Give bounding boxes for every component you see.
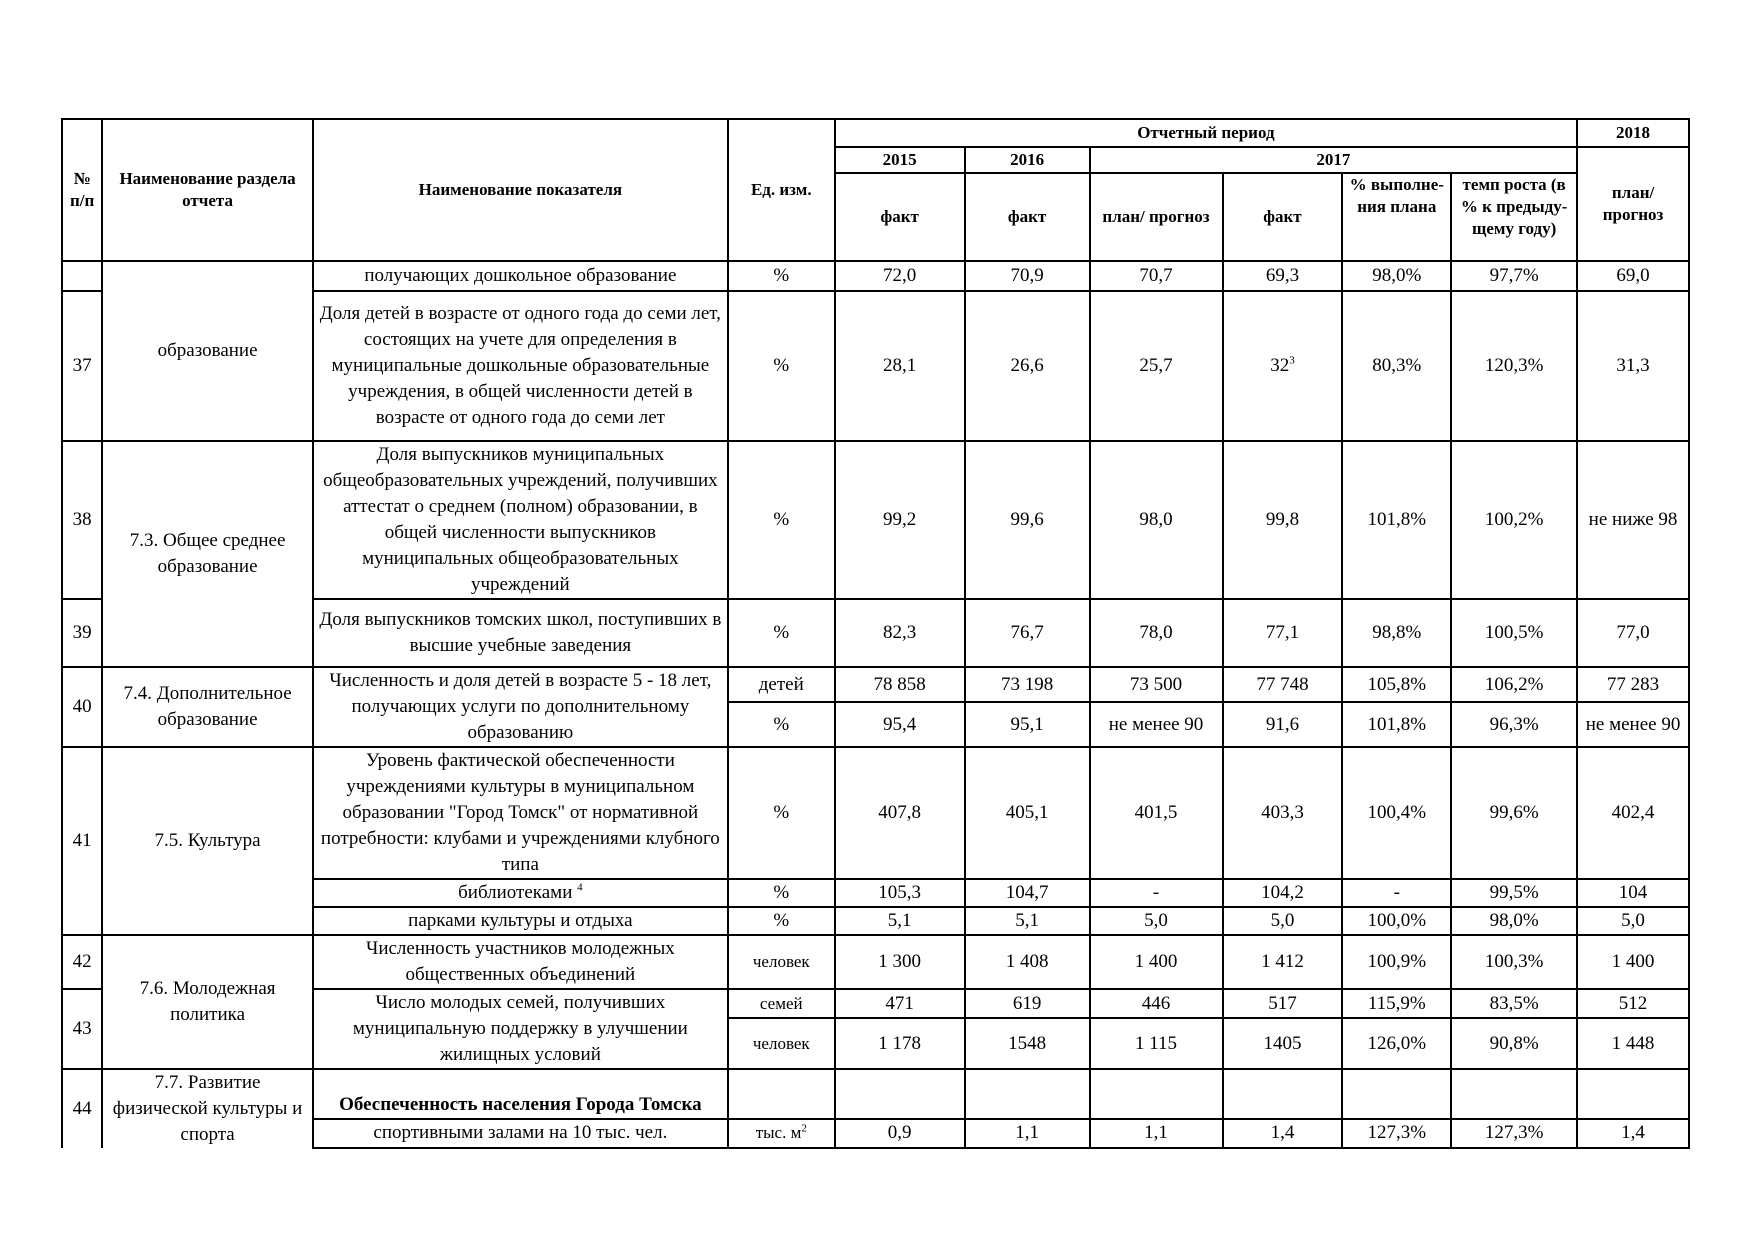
- row-2015: 28,1: [835, 291, 965, 441]
- row-indicator: Доля детей в возрасте от одного года до семи лет, состоящих на учете для определения в муниципальные дошкольные образовательные учреждения, в общей численности детей в возрасте от одного года до семи лет: [313, 291, 728, 441]
- row-growth: 90,8%: [1451, 1018, 1577, 1069]
- row-unit: %: [728, 291, 835, 441]
- header-growth: темп роста (в % к предыду- щему году): [1451, 173, 1577, 261]
- row-pct-plan: 98,8%: [1342, 599, 1451, 667]
- row-2015: 82,3: [835, 599, 965, 667]
- row-fact-2017: 1 412: [1223, 935, 1343, 989]
- row-num: 38: [62, 441, 102, 599]
- row-growth: 100,5%: [1451, 599, 1577, 667]
- table-row: [62, 441, 1689, 599]
- row-unit: %: [728, 747, 835, 879]
- row-growth: 127,3%: [1451, 1119, 1577, 1148]
- row-fact-2017: 69,3: [1223, 261, 1343, 291]
- row-2018: 77 283: [1577, 667, 1689, 702]
- row-section: 7.5. Культура: [102, 747, 313, 935]
- row-plan-2017: 1 400: [1090, 935, 1223, 989]
- row-num: 39: [62, 599, 102, 667]
- row-2018: 31,3: [1577, 291, 1689, 441]
- row-pct-plan: 101,8%: [1342, 441, 1451, 599]
- row-pct-plan: 100,9%: [1342, 935, 1451, 989]
- row-2018: 1 400: [1577, 935, 1689, 989]
- row-fact-2017: 104,2: [1223, 879, 1343, 907]
- header-indicator: Наименование показателя: [313, 119, 728, 261]
- row-2016: 73 198: [965, 667, 1090, 702]
- row-unit: %: [728, 599, 835, 667]
- row-2015: 105,3: [835, 879, 965, 907]
- header-2016: 2016: [965, 147, 1090, 173]
- row-indicator: Численность участников молодежных общественных объединений: [313, 935, 728, 989]
- row-fact-2017: 5,0: [1223, 907, 1343, 935]
- table-row: [62, 667, 1689, 702]
- header-fact-2016: факт: [965, 173, 1090, 261]
- header-pct-plan: % выполне- ния плана: [1342, 173, 1451, 261]
- row-section: образование: [102, 261, 313, 441]
- row-plan-2017: 1,1: [1090, 1119, 1223, 1148]
- header-2015: 2015: [835, 147, 965, 173]
- table-header: [62, 119, 1689, 261]
- row-pct-plan: 127,3%: [1342, 1119, 1451, 1148]
- row-2016: 405,1: [965, 747, 1090, 879]
- row-2018: 5,0: [1577, 907, 1689, 935]
- row-unit: человек: [728, 1018, 835, 1069]
- row-2018: 512: [1577, 989, 1689, 1018]
- row-section: 7.7. Развитие физической культуры и спорта: [102, 1069, 313, 1148]
- row-num: 42: [62, 935, 102, 989]
- row-fact-2017: 1,4: [1223, 1119, 1343, 1148]
- row-plan-2017: 78,0: [1090, 599, 1223, 667]
- table-row: [62, 935, 1689, 989]
- header-section: Наименование раздела отчета: [102, 119, 313, 261]
- row-plan-2017: 1 115: [1090, 1018, 1223, 1069]
- row-2018: 1,4: [1577, 1119, 1689, 1148]
- row-fact-2017: 77,1: [1223, 599, 1343, 667]
- row-plan-2017: 98,0: [1090, 441, 1223, 599]
- row-growth: 98,0%: [1451, 907, 1577, 935]
- row-pct-plan: 115,9%: [1342, 989, 1451, 1018]
- unit-text: тыс. м: [755, 1123, 802, 1143]
- row-unit: %: [728, 441, 835, 599]
- row-2016: 99,6: [965, 441, 1090, 599]
- row-fact-2017: 517: [1223, 989, 1343, 1018]
- row-2015: 1 178: [835, 1018, 965, 1069]
- row-num: 41: [62, 747, 102, 935]
- header-2017: 2017: [1090, 147, 1578, 173]
- row-unit: семей: [728, 989, 835, 1018]
- row-fact-2017: 403,3: [1223, 747, 1343, 879]
- row-indicator: Доля выпускников томских школ, поступивших в высшие учебные заведения: [313, 599, 728, 667]
- row-indicator: Численность и доля детей в возрасте 5 - 18 лет, получающих услуги по дополнительному образованию: [313, 667, 728, 747]
- row-2015: 0,9: [835, 1119, 965, 1148]
- row-num: 43: [62, 989, 102, 1069]
- row-pct-plan: 80,3%: [1342, 291, 1451, 441]
- row-2015: 1 300: [835, 935, 965, 989]
- row-2016: 104,7: [965, 879, 1090, 907]
- row-growth: 83,5%: [1451, 989, 1577, 1018]
- row-unit: человек: [728, 935, 835, 989]
- row-2018: 402,4: [1577, 747, 1689, 879]
- row-plan-2017: 73 500: [1090, 667, 1223, 702]
- header-num: № п/п: [62, 119, 102, 261]
- row-plan-2017: 70,7: [1090, 261, 1223, 291]
- row-plan-2017: не менее 90: [1090, 702, 1223, 747]
- header-2018: 2018: [1577, 119, 1689, 147]
- row-2015: 471: [835, 989, 965, 1018]
- row-unit: детей: [728, 667, 835, 702]
- row-indicator: Уровень фактической обеспеченности учреждениями культуры в муниципальном образовании "Город Томск" от нормативной потребности: клубами и учреждениями клубного типа: [313, 747, 728, 879]
- indicator-text: Обеспеченность населения Города Томска: [339, 1093, 702, 1115]
- row-2015: 407,8: [835, 747, 965, 879]
- row-section: 7.6. Молодежная политика: [102, 935, 313, 1069]
- row-fact-2017: 91,6: [1223, 702, 1343, 747]
- row-plan-2017: 401,5: [1090, 747, 1223, 879]
- header-period: Отчетный период: [835, 119, 1577, 147]
- header-unit: Ед. изм.: [728, 119, 835, 261]
- row-unit: [728, 1069, 835, 1119]
- row-growth: 100,2%: [1451, 441, 1577, 599]
- row-fact-2017: 99,8: [1223, 441, 1343, 599]
- row-2018: не менее 90: [1577, 702, 1689, 747]
- row-2016: 26,6: [965, 291, 1090, 441]
- row-indicator: Число молодых семей, получивших муниципальную поддержку в улучшении жилищных условий: [313, 989, 728, 1069]
- row-2016: 95,1: [965, 702, 1090, 747]
- row-plan-2017: 5,0: [1090, 907, 1223, 935]
- row-growth: 99,6%: [1451, 747, 1577, 879]
- row-unit: %: [728, 261, 835, 291]
- row-2015: 95,4: [835, 702, 965, 747]
- row-growth: 99,5%: [1451, 879, 1577, 907]
- row-2018: 1 448: [1577, 1018, 1689, 1069]
- row-2016: 70,9: [965, 261, 1090, 291]
- row-pct-plan: 100,4%: [1342, 747, 1451, 879]
- row-indicator: Доля выпускников муниципальных общеобразовательных учреждений, получивших аттестат о среднем (полном) образовании, в общей численности выпускников муниципальных общеобразовательных учреждений: [313, 441, 728, 599]
- unit-superscript: 2: [801, 1122, 807, 1135]
- row-fact-2017: 1405: [1223, 1018, 1343, 1069]
- row-num: 40: [62, 667, 102, 747]
- row-2016: 1 408: [965, 935, 1090, 989]
- row-plan-2017: -: [1090, 879, 1223, 907]
- row-2016: 76,7: [965, 599, 1090, 667]
- row-indicator: [313, 1069, 728, 1119]
- row-2015: 72,0: [835, 261, 965, 291]
- row-section: 7.4. Дополнительное образование: [102, 667, 313, 747]
- row-pct-plan: 101,8%: [1342, 702, 1451, 747]
- row-section: 7.3. Общее среднее образование: [102, 441, 313, 667]
- row-2018: 69,0: [1577, 261, 1689, 291]
- row-fact-2017: [1223, 1069, 1343, 1119]
- row-2016: [965, 1069, 1090, 1119]
- fact-value: 32: [1270, 355, 1290, 376]
- table-row: [62, 1069, 1689, 1119]
- row-indicator: парками культуры и отдыха: [313, 907, 728, 935]
- row-pct-plan: 100,0%: [1342, 907, 1451, 935]
- row-2016: 1548: [965, 1018, 1090, 1069]
- report-table: [61, 118, 1690, 1149]
- row-plan-2017: 446: [1090, 989, 1223, 1018]
- row-pct-plan: 105,8%: [1342, 667, 1451, 702]
- row-growth: [1451, 1069, 1577, 1119]
- row-2016: 5,1: [965, 907, 1090, 935]
- row-unit: [728, 1119, 835, 1148]
- header-fact-2017: факт: [1223, 173, 1343, 261]
- row-2018: 104: [1577, 879, 1689, 907]
- footnote-mark: 4: [577, 881, 583, 894]
- header-fact-2015: факт: [835, 173, 965, 261]
- header-plan-2018: план/ прогноз: [1577, 147, 1689, 261]
- row-unit: %: [728, 702, 835, 747]
- table-body: [62, 261, 1689, 1148]
- row-indicator: [313, 879, 728, 907]
- row-2015: 99,2: [835, 441, 965, 599]
- row-pct-plan: [1342, 1069, 1451, 1119]
- row-growth: 97,7%: [1451, 261, 1577, 291]
- indicator-text: библиотеками: [458, 882, 573, 903]
- footnote-mark: 3: [1289, 354, 1295, 367]
- header-plan-2017: план/ прогноз: [1090, 173, 1223, 261]
- row-2016: 1,1: [965, 1119, 1090, 1148]
- row-plan-2017: [1090, 1069, 1223, 1119]
- row-2018: не ниже 98: [1577, 441, 1689, 599]
- row-growth: 106,2%: [1451, 667, 1577, 702]
- row-2015: 78 858: [835, 667, 965, 702]
- table-row: [62, 261, 1689, 291]
- row-2015: [835, 1069, 965, 1119]
- row-pct-plan: 98,0%: [1342, 261, 1451, 291]
- row-pct-plan: 126,0%: [1342, 1018, 1451, 1069]
- row-unit: %: [728, 879, 835, 907]
- row-indicator: получающих дошкольное образование: [313, 261, 728, 291]
- row-num: 44: [62, 1069, 102, 1148]
- row-2016: 619: [965, 989, 1090, 1018]
- row-2018: 77,0: [1577, 599, 1689, 667]
- table-row: [62, 747, 1689, 879]
- row-num: 37: [62, 291, 102, 441]
- row-plan-2017: 25,7: [1090, 291, 1223, 441]
- row-2015: 5,1: [835, 907, 965, 935]
- row-2018: [1577, 1069, 1689, 1119]
- row-growth: 100,3%: [1451, 935, 1577, 989]
- row-growth: 96,3%: [1451, 702, 1577, 747]
- row-growth: 120,3%: [1451, 291, 1577, 441]
- row-pct-plan: -: [1342, 879, 1451, 907]
- row-num: [62, 261, 102, 291]
- row-unit: %: [728, 907, 835, 935]
- row-fact-2017: [1223, 291, 1343, 441]
- row-fact-2017: 77 748: [1223, 667, 1343, 702]
- row-indicator: спортивными залами на 10 тыс. чел.: [313, 1119, 728, 1148]
